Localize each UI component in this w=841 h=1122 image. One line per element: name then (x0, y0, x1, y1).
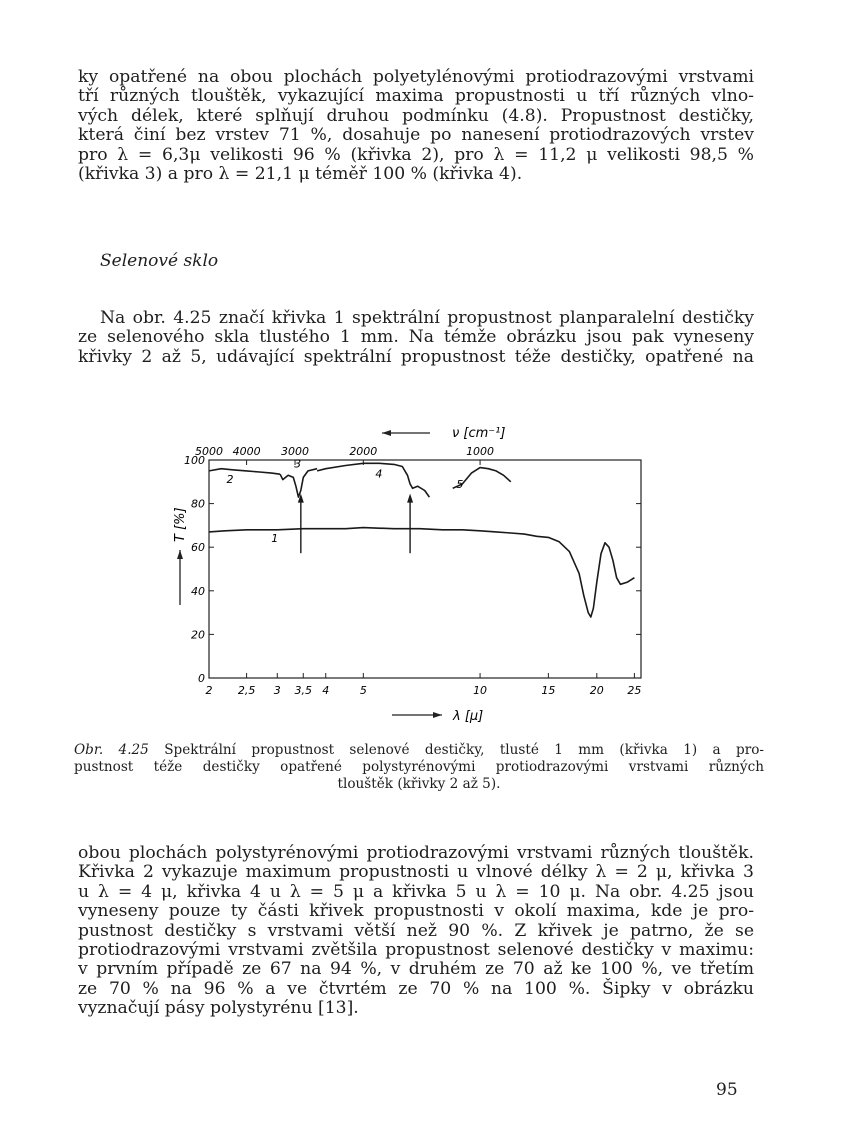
series-label-2: 2 (226, 472, 234, 486)
plot-border (209, 460, 641, 678)
series-line-3 (280, 469, 317, 497)
y-axis-arrowhead (177, 550, 183, 559)
figure-caption (74, 742, 764, 793)
band-arrowhead (407, 494, 413, 503)
text-line: Křivka 2 vykazuje maximum propustnosti u vlnové délky λ = 2 μ, křivka 3 (78, 862, 754, 883)
top-axis-label: ν [cm⁻¹] (452, 426, 506, 441)
x-tick-label: 15 (541, 684, 556, 697)
text-line: (křivka 3) a pro λ = 21,1 μ téměř 100 % (křivka 4). (78, 164, 523, 185)
paragraph-middle (78, 309, 754, 367)
series-label-5: 5 (456, 477, 464, 491)
paragraph-top (78, 68, 754, 184)
text-line: u λ = 4 μ, křivka 4 u λ = 5 μ a křivka 5 u λ = 10 μ. Na obr. 4.25 jsou (78, 881, 754, 902)
text-line: v prvním případě ze 67 na 94 %, v druhém ze 70 až ke 100 %, ve třetím (78, 959, 754, 980)
spectral-transmittance-chart (160, 410, 660, 730)
x-tick-label: 2 (205, 684, 213, 697)
y-axis-label: T [%] (173, 507, 188, 542)
series-label-4: 4 (375, 467, 383, 481)
x-tick-label: 25 (627, 684, 642, 697)
x2-tick-label: 2000 (349, 445, 378, 458)
bottom-axis-arrowhead (433, 712, 442, 718)
axis-ticks (209, 460, 641, 678)
y-tick-label: 80 (191, 497, 205, 511)
x-tick-label: 5 (359, 684, 367, 697)
text-line: protiodrazovými vrstvami zvětšila propustnost selenové destičky v maximu: (78, 940, 754, 961)
x-tick-label: 3 (273, 684, 281, 697)
y-tick-label: 0 (198, 672, 205, 685)
series-label-1: 1 (271, 531, 279, 545)
text-line: vých délek, které splňují druhou podmínku (4.8). Propustnost destičky, (78, 105, 754, 126)
caption-text: Spektrální propustnost selenové destičky, tlusté 1 mm (křivka 1) a pro- (164, 742, 764, 758)
x-tick-label: 4 (322, 684, 330, 697)
caption-label: Obr. 4.25 (74, 742, 149, 758)
caption-line (74, 742, 764, 759)
y-tick-label: 60 (191, 541, 205, 555)
x-tick-label: 2,5 (237, 684, 256, 697)
text-line: ze 70 % na 96 % a ve čtvrtém ze 70 % na 100 %. Šipky v obrázku (78, 978, 754, 999)
page-number: 95 (716, 1080, 738, 1100)
y-tick-label: 40 (191, 584, 205, 598)
text-line: pustnost destičky s vrstvami větší než 90 %. Z křivek je patrno, že se (78, 920, 754, 941)
bottom-axis-label: λ [μ] (453, 709, 484, 724)
top-axis-arrowhead (382, 430, 391, 436)
text-line: Na obr. 4.25 značí křivka 1 spektrální propustnost planparalelní destičky (100, 308, 754, 328)
text-line: ky opatřené na obou plochách polyetylénovými protiodrazovými vrstvami (78, 67, 754, 87)
y-tick-label: 100 (184, 454, 205, 467)
paragraph-bottom (78, 844, 754, 1019)
x2-tick-label: 3000 (281, 445, 310, 458)
caption-line: tlouštěk (křivky 2 až 5). (337, 776, 501, 792)
caption-line: pustnost téže destičky opatřené polystyrénovými protiodrazovými vrstvami různých (74, 759, 764, 775)
text-line: vyznačují pásy polystyrénu [13]. (78, 998, 359, 1019)
text-line: tří různých tlouštěk, vykazující maxima propustnosti u tří různých vlno- (78, 86, 754, 107)
x2-tick-label: 5000 (195, 445, 223, 458)
series-label-3: 3 (294, 457, 302, 471)
section-heading: Selenové sklo (100, 251, 219, 271)
x2-tick-label: 4000 (232, 445, 261, 458)
x2-tick-label: 1000 (466, 445, 495, 458)
text-line: křivky 2 až 5, udávající spektrální propustnost téže destičky, opatřené na (78, 346, 754, 367)
text-line: která činí bez vrstev 71 %, dosahuje po nanesení protiodrazových vrstev (78, 125, 754, 146)
text-line: ze selenového skla tlustého 1 mm. Na témže obrázku jsou pak vyneseny (78, 327, 754, 348)
x-tick-label: 3,5 (294, 684, 313, 697)
plot-frame (209, 460, 641, 678)
x-tick-label: 20 (589, 684, 604, 697)
tick-labels (184, 445, 641, 697)
series-line-2 (209, 469, 280, 475)
series-line-4 (317, 463, 429, 497)
text-line: pro λ = 6,3μ velikosti 96 % (křivka 2), pro λ = 11,2 μ velikosti 98,5 % (78, 144, 754, 165)
text-line: vyneseny pouze ty části křivek propustnosti v okolí maxima, kde je pro- (78, 901, 754, 922)
text-line: obou plochách polystyrénovými protiodrazovými vrstvami různých tlouštěk. (78, 843, 754, 863)
x-tick-label: 10 (473, 684, 488, 697)
y-tick-label: 20 (191, 628, 205, 642)
